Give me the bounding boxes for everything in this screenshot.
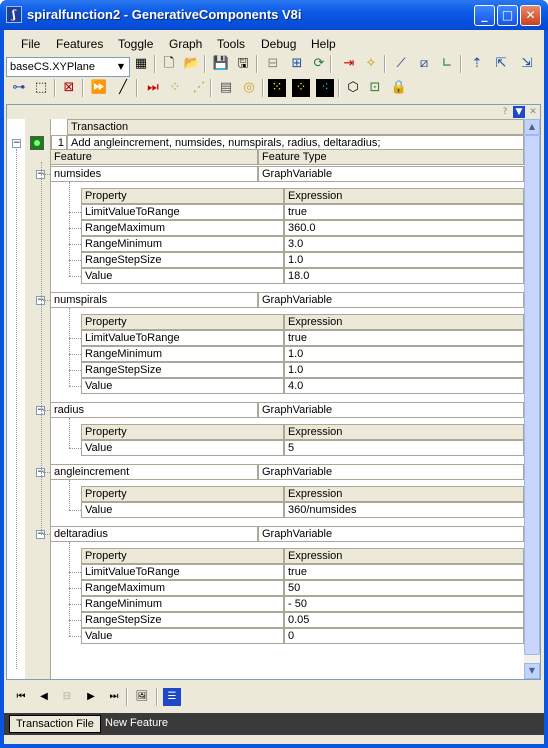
- tab-transaction-file[interactable]: Transaction File: [9, 715, 101, 733]
- collapse-icon[interactable]: −: [37, 529, 45, 539]
- property-name[interactable]: Value: [81, 268, 284, 284]
- toolbar-separator: [262, 79, 264, 97]
- toolbar-row-1: [4, 55, 544, 79]
- toolbar-separator: [460, 55, 462, 73]
- transaction-grid: [7, 119, 524, 679]
- record-navigator: [4, 684, 544, 710]
- tree-line: [41, 472, 50, 473]
- property-name[interactable]: Value: [81, 378, 284, 394]
- previous-record-icon[interactable]: ◀: [40, 691, 48, 702]
- transaction-panel: [6, 104, 541, 680]
- lock-icon[interactable]: 🔒: [390, 80, 408, 95]
- maximize-icon: □: [501, 8, 514, 22]
- property-name[interactable]: Value: [81, 440, 284, 456]
- vertical-scrollbar[interactable]: [524, 119, 540, 679]
- property-expression[interactable]: 0: [284, 628, 524, 644]
- property-expression[interactable]: 50: [284, 580, 524, 596]
- menu-graph[interactable]: Graph: [169, 37, 203, 51]
- property-column-header: Property: [81, 486, 284, 502]
- toolbar-separator: [54, 79, 56, 97]
- menu-file[interactable]: File: [21, 37, 41, 51]
- new-file-icon[interactable]: 🗋: [163, 56, 175, 71]
- list-view-icon[interactable]: ☰: [163, 688, 181, 706]
- tree-line: [41, 174, 50, 175]
- component-icon[interactable]: ⊡: [369, 80, 381, 95]
- menu-tools[interactable]: Tools: [217, 37, 246, 51]
- client-area: [4, 30, 544, 744]
- close-button[interactable]: [520, 5, 541, 26]
- transform-icon[interactable]: ⇲: [521, 56, 533, 71]
- property-expression[interactable]: true: [284, 564, 524, 580]
- tree-line: [69, 542, 163, 636]
- save-as-icon[interactable]: 🖫: [237, 56, 249, 71]
- tree-line: [41, 534, 50, 535]
- script-icon[interactable]: ⊟: [267, 56, 279, 71]
- property-name[interactable]: Value: [81, 628, 284, 644]
- move-up-icon[interactable]: ⇡: [471, 56, 483, 71]
- tree-line: [16, 149, 17, 669]
- property-name[interactable]: RangeMinimum: [81, 346, 284, 362]
- property-expression[interactable]: 18.0: [284, 268, 524, 284]
- transaction-index: 1: [51, 135, 67, 151]
- property-column-header: Property: [81, 314, 284, 330]
- hierarchy-icon[interactable]: ⊶: [12, 80, 26, 95]
- tree-line: [69, 418, 99, 448]
- plane-combo-value: baseCS.XYPlane: [10, 61, 95, 73]
- toolbar-row-2: [4, 79, 544, 103]
- property-expression[interactable]: 360/numsides: [284, 502, 524, 518]
- feature-name[interactable]: radius: [50, 402, 258, 418]
- window-title: spiralfunction2 - GenerativeComponents V8i: [27, 7, 302, 22]
- next-record-icon[interactable]: ▶: [87, 691, 95, 702]
- tree-line: [69, 636, 81, 637]
- chevron-down-icon[interactable]: ▼: [117, 62, 125, 71]
- expression-column-header: Expression: [284, 424, 524, 440]
- feature-type[interactable]: GraphVariable: [258, 526, 524, 542]
- minimize-button[interactable]: [474, 5, 495, 26]
- toolbar-separator: [330, 55, 332, 73]
- nav-separator: [156, 688, 158, 706]
- title-bar[interactable]: [0, 0, 548, 30]
- refresh-icon[interactable]: ⟳: [313, 56, 325, 71]
- feature-type[interactable]: GraphVariable: [258, 166, 524, 182]
- step-in-icon[interactable]: ⇥: [343, 56, 355, 71]
- collapse-icon[interactable]: −: [13, 138, 21, 148]
- tree-line: [69, 386, 81, 387]
- delete-icon[interactable]: ⊠: [63, 80, 75, 95]
- maximize-button[interactable]: [497, 5, 518, 26]
- menu-bar: [4, 34, 544, 54]
- suppress-icon[interactable]: ⊟: [62, 691, 72, 702]
- graph-icon[interactable]: ⁖: [316, 79, 334, 97]
- property-name[interactable]: RangeStepSize: [81, 362, 284, 378]
- property-column-header: Property: [81, 188, 284, 204]
- transaction-text[interactable]: Add angleincrement, numsides, numspirals, radius, deltaradius;: [67, 135, 524, 151]
- node-icon[interactable]: ⁙: [268, 79, 286, 97]
- plane-combo[interactable]: [6, 57, 130, 77]
- feature-name[interactable]: numspirals: [50, 292, 258, 308]
- tree-line: [69, 480, 99, 510]
- property-name[interactable]: LimitValueToRange: [81, 564, 284, 580]
- property-name[interactable]: RangeStepSize: [81, 612, 284, 628]
- close-icon: ✕: [525, 8, 536, 22]
- solid-icon[interactable]: ⬡: [347, 80, 359, 95]
- feature-type-column-header: Feature Type: [258, 149, 524, 165]
- property-column-header: Property: [81, 424, 284, 440]
- bottom-tab-strip: [4, 713, 544, 735]
- feature-type[interactable]: GraphVariable: [258, 464, 524, 480]
- move-icon[interactable]: ⇱: [495, 56, 507, 71]
- property-expression[interactable]: 1.0: [284, 346, 524, 362]
- feature-name[interactable]: numsides: [50, 166, 258, 182]
- coordinate-system-icon[interactable]: ∟: [441, 56, 453, 71]
- step-icon[interactable]: ⏭: [147, 80, 159, 95]
- first-record-icon[interactable]: ⏮: [16, 691, 26, 702]
- property-name[interactable]: Value: [81, 502, 284, 518]
- tree-line: [69, 510, 81, 511]
- panel-header: [7, 105, 540, 119]
- property-expression[interactable]: 5: [284, 440, 524, 456]
- save-icon[interactable]: 💾: [212, 56, 230, 71]
- scroll-thumb[interactable]: [524, 135, 540, 655]
- expression-column-header: Expression: [284, 486, 524, 502]
- expression-column-header: Expression: [284, 188, 524, 204]
- tab-new-feature[interactable]: New Feature: [105, 717, 168, 729]
- tree-line: [41, 300, 50, 301]
- toolbar-separator: [384, 55, 386, 73]
- line-icon[interactable]: ⋰: [192, 80, 206, 95]
- panel-close-icon[interactable]: ✕: [529, 107, 537, 117]
- points-icon[interactable]: ⁘: [169, 80, 181, 95]
- collapse-icon[interactable]: −: [37, 405, 45, 415]
- point-icon[interactable]: ✧: [365, 56, 377, 71]
- toolbar-separator: [256, 55, 258, 73]
- play-all-icon[interactable]: ⏩: [90, 80, 108, 95]
- tree-line: [69, 308, 147, 386]
- property-expression[interactable]: 1.0: [284, 362, 524, 378]
- gc-app-icon[interactable]: ʃ: [6, 6, 22, 23]
- help-icon[interactable]: ?: [502, 107, 508, 117]
- plane-icon[interactable]: ⧄: [419, 56, 429, 71]
- toolbar-separator: [136, 79, 138, 97]
- calculator-icon[interactable]: ▤: [219, 80, 233, 95]
- property-expression[interactable]: true: [284, 204, 524, 220]
- graph-layout-icon[interactable]: ⊞: [291, 56, 303, 71]
- toolbar-separator: [154, 55, 156, 73]
- menu-toggle[interactable]: Toggle: [118, 37, 154, 51]
- toolbar-separator: [210, 79, 212, 97]
- open-folder-icon[interactable]: 📂: [183, 56, 201, 71]
- property-column-header: Property: [81, 548, 284, 564]
- feature-name[interactable]: angleincrement: [50, 464, 258, 480]
- cycle-icon[interactable]: ◎: [243, 80, 255, 95]
- property-name[interactable]: RangeMinimum: [81, 236, 284, 252]
- feature-name[interactable]: deltaradius: [50, 526, 258, 542]
- grid-icon[interactable]: ▦: [134, 56, 148, 71]
- row-header-column: [25, 119, 51, 679]
- property-expression[interactable]: 3.0: [284, 236, 524, 252]
- collapse-icon[interactable]: −: [37, 169, 45, 179]
- property-name[interactable]: RangeStepSize: [81, 252, 284, 268]
- collapse-icon[interactable]: −: [37, 467, 45, 477]
- feature-column-header: Feature: [50, 149, 258, 165]
- property-expression[interactable]: 4.0: [284, 378, 524, 394]
- property-expression[interactable]: true: [284, 330, 524, 346]
- property-name[interactable]: RangeMaximum: [81, 580, 284, 596]
- property-name[interactable]: RangeMaximum: [81, 220, 284, 236]
- property-expression[interactable]: 360.0: [284, 220, 524, 236]
- filter-icon[interactable]: ▼: [513, 106, 525, 118]
- pencil-icon[interactable]: ╱: [119, 80, 127, 95]
- tree-line: [69, 182, 163, 276]
- feature-type[interactable]: GraphVariable: [258, 402, 524, 418]
- property-expression[interactable]: 1.0: [284, 252, 524, 268]
- last-record-icon[interactable]: ⏭: [109, 691, 119, 702]
- property-name[interactable]: LimitValueToRange: [81, 330, 284, 346]
- menu-help[interactable]: Help: [311, 37, 336, 51]
- tree-line: [69, 448, 81, 449]
- run-status-icon[interactable]: [30, 136, 44, 150]
- collapse-icon[interactable]: −: [37, 295, 45, 305]
- menu-debug[interactable]: Debug: [261, 37, 297, 51]
- expression-column-header: Expression: [284, 314, 524, 330]
- feature-type[interactable]: GraphVariable: [258, 292, 524, 308]
- nodes-icon[interactable]: ⁘: [292, 79, 310, 97]
- tree-line: [41, 410, 50, 411]
- image-icon[interactable]: 🖼: [135, 691, 149, 702]
- scroll-up-icon[interactable]: ▲: [524, 119, 540, 135]
- property-name[interactable]: LimitValueToRange: [81, 204, 284, 220]
- tree-line: [69, 276, 81, 277]
- toolbar-separator: [82, 79, 84, 97]
- expression-column-header: Expression: [284, 548, 524, 564]
- menu-features[interactable]: Features: [56, 37, 104, 51]
- scroll-down-icon[interactable]: ▼: [524, 663, 540, 679]
- property-name[interactable]: RangeMinimum: [81, 596, 284, 612]
- select-icon[interactable]: ⬚: [34, 80, 48, 95]
- toolbar-separator: [204, 55, 206, 73]
- nav-separator: [126, 688, 128, 706]
- minimize-icon: _: [481, 8, 488, 22]
- toolbar-separator: [338, 79, 340, 97]
- line-point-icon[interactable]: ⟋: [396, 56, 406, 71]
- property-expression[interactable]: 0.05: [284, 612, 524, 628]
- property-expression[interactable]: - 50: [284, 596, 524, 612]
- transaction-column-header: Transaction: [67, 119, 524, 135]
- tree-line: [41, 162, 42, 534]
